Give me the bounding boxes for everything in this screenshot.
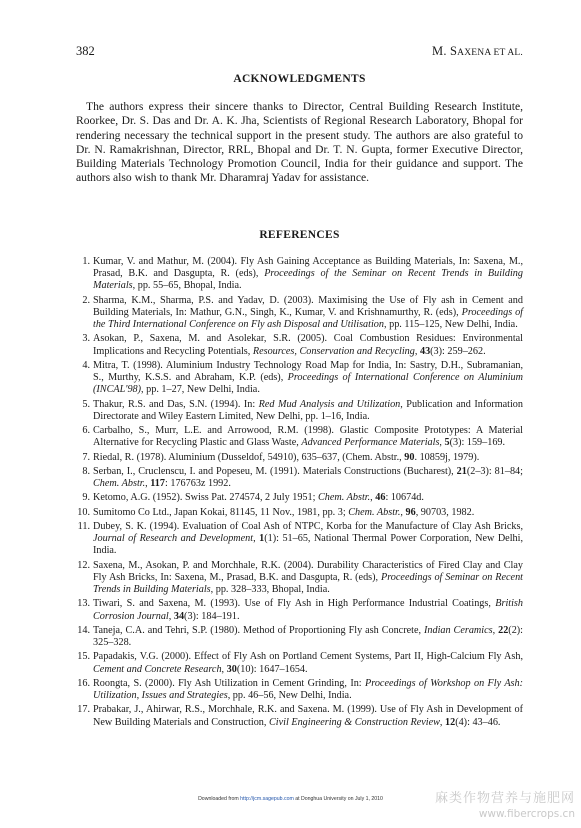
reference-text: (3): 159–169. xyxy=(449,437,506,449)
reference-text: Sumitomo Co Ltd., Japan Kokai, 81145, 11 Nov., 1981, pp. 3; xyxy=(93,506,349,518)
reference-text: (1): 51–65, National Thermal Power Corporation, New Delhi, India. xyxy=(93,533,524,557)
references-heading: REFERENCES xyxy=(259,229,340,241)
watermark-url: www.fibercrops.cn xyxy=(478,808,575,820)
reference-item xyxy=(76,560,523,597)
reference-text: (3): 259–262. xyxy=(430,345,486,357)
reference-text: , pp. 328–333, Bhopal, India. xyxy=(210,584,330,596)
reference-text: , xyxy=(168,610,174,622)
reference-number: 13 . xyxy=(76,598,90,610)
reference-text: (3): 184–191. xyxy=(184,610,240,622)
reference-volume: 1 xyxy=(259,533,265,545)
reference-text: Dubey, S. K. (1994). Evaluation of Coal Ash of NTPC, Korba for the Manufacture of Clay Ash Bricks, xyxy=(93,521,523,532)
reference-number: 3 . xyxy=(76,333,90,345)
reference-text: , 90703, 1982. xyxy=(415,506,475,518)
reference-source-title: Journal of Research and Development xyxy=(93,533,254,545)
reference-volume: 22 xyxy=(498,624,509,636)
acknowledgments-heading: ACKNOWLEDGMENTS xyxy=(233,73,366,85)
reference-item xyxy=(76,452,523,464)
reference-text: , xyxy=(253,533,260,545)
reference-number: 16 . xyxy=(76,678,90,690)
reference-item xyxy=(76,678,523,702)
acknowledgments-paragraph: The authors express their sincere thanks to Director, Central Building Research Institute, Roorkee, Dr. S. Das and Dr. A. K. Jha, Scientists of Regional Research Laboratory, Bhopal for rendering necessary the technical support in the present study. The authors are also grateful to Dr. N. Ramakrishnan, Director, RRL, Bhopal and Dr. T. N. Gupta, former Executive Director, Building Materials Technology Promotion Council, India for their guidance and support. The authors also wish to thank Mr. Dharamraj Yadav for assistance. xyxy=(76,100,523,185)
reference-text: , xyxy=(492,624,499,636)
reference-text: Mitra, T. (1998). Aluminium Industry Technology Road Map for India, In: Sastry, D.H., Subramanian, S., Murthy, K.S.S. and Abraham, K.P. (eds), xyxy=(93,359,523,384)
reference-item xyxy=(76,521,523,558)
reference-item xyxy=(76,507,523,519)
reference-source-title: Red Mud Analysis and Utilization xyxy=(258,398,401,410)
reference-text: , pp. 55–65, Bhopal, India. xyxy=(132,280,242,292)
page-number: 382 xyxy=(76,44,95,58)
reference-number: 10 . xyxy=(76,507,90,519)
reference-text: , pp. 1–27, New Delhi, India. xyxy=(141,384,260,396)
reference-text: (2–3): 81–84; xyxy=(466,465,523,477)
reference-item xyxy=(76,425,523,449)
reference-number: 17 . xyxy=(76,704,90,716)
reference-volume: 90 xyxy=(404,451,415,463)
reference-source-title: Indian Ceramics xyxy=(423,624,493,636)
reference-text: Tiwari, S. and Saxena, M. (1993). Use of Fly Ash in High Performance Industrial Coatings, xyxy=(93,598,496,610)
reference-item xyxy=(76,598,523,622)
reference-text: (10): 1647–1654. xyxy=(236,663,308,675)
reference-text: , xyxy=(414,345,420,357)
reference-item xyxy=(76,256,523,293)
reference-volume: 5 xyxy=(444,437,450,449)
reference-text: : 10674d. xyxy=(385,492,424,504)
reference-source-title: Proceedings of the Third International Conference on Fly ash Disposal and Utilisation xyxy=(93,306,523,331)
reference-number: 1 . xyxy=(76,256,90,268)
footer-link[interactable]: http://jcm.sagepub.com xyxy=(240,796,294,802)
reference-text: (2): 325–328. xyxy=(93,624,524,649)
reference-text: , pp. 115–125, New Delhi, India. xyxy=(384,319,518,331)
footer-suffix: at Donghua University on July 1, 2010 xyxy=(293,796,383,802)
reference-text: Papadakis, V.G. (2000). Effect of Fly Ash on Portland Cement Systems, Part II, High-Calcium Fly Ash, xyxy=(93,651,523,663)
reference-number: 14 . xyxy=(76,625,90,637)
reference-volume: 12 xyxy=(445,716,456,728)
reference-text: Taneja, C.A. and Tehri, S.P. (1980). Method of Proportioning Fly ash Concrete, xyxy=(93,624,424,636)
reference-volume: 96 xyxy=(405,506,416,518)
reference-item xyxy=(76,333,523,357)
reference-text: Kumar, V. and Mathur, M. (2004). Fly Ash Gaining Acceptance as Building Materials, In: Saxena, M., Prasad, B.K. and Dasgupta, R. (eds), xyxy=(93,256,523,280)
reference-text: Riedal, R. (1978). Aluminium (Dusseldof, 54910), 635–637, (Chem. Abstr., xyxy=(93,451,405,463)
reference-text: Serban, I., Cruclenscu, I. and Popeseu, M. (1991). Materials Constructions (Bucharest), xyxy=(93,465,457,477)
reference-source-title: British Corrosion Journal xyxy=(93,598,523,622)
reference-text: , xyxy=(439,716,445,728)
reference-volume: 34 xyxy=(173,610,185,622)
reference-item xyxy=(76,399,523,423)
reference-text: (4): 43–46. xyxy=(455,716,501,728)
reference-source-title: Cement and Concrete Research xyxy=(93,663,222,675)
reference-text: , xyxy=(370,492,376,504)
reference-list xyxy=(76,256,523,731)
reference-text: Carbalho, S., Murr, L.E. and Arrowood, R.M. (1998). Glastic Composite Prototypes: A Material Alternative for Recycling Plastic and Glass Waste, xyxy=(93,425,523,449)
reference-source-title: Proceedings of International Conference on Aluminium (INCAL'98) xyxy=(93,372,523,396)
reference-number: 15 . xyxy=(76,651,90,663)
reference-source-title: Advanced Performance Materials xyxy=(301,437,440,449)
reference-number: 7 . xyxy=(76,452,90,464)
reference-source-title: Chem. Abstr. xyxy=(348,506,401,518)
reference-text: Prabakar, J., Ahirwar, R.S., Morchhale, R.K. and Saxena. M. (1999). Use of Fly Ash in Development of New Building Materials and Construction, xyxy=(93,704,523,728)
reference-source-title: Proceedings of Seminar on Recent Trends in Building Materials xyxy=(93,571,523,596)
reference-text: Asokan, P., Saxena, M. and Asolekar, S.R. (2005). Coal Combustion Residues: Environmental Implications and Recycling Potentials, xyxy=(93,333,523,357)
reference-text: Thakur, R.S. and Das, S.N. (1994). In: xyxy=(93,398,259,410)
reference-source-title: Proceedings of Workshop on Fly Ash: Utilization, Issues and Strategies xyxy=(93,677,523,702)
reference-text: . 10859j, 1979). xyxy=(414,451,480,463)
reference-number: 12 . xyxy=(76,560,90,572)
reference-volume: 46 xyxy=(375,492,386,504)
running-head-initial: M. S xyxy=(432,44,458,58)
reference-volume: 117 xyxy=(150,478,165,490)
reference-number: 9 . xyxy=(76,492,90,504)
reference-volume: 43 xyxy=(419,345,431,357)
reference-text: Sharma, K.M., Sharma, P.S. and Yadav, D. (2003). Maximising the Use of Fly ash in Cement and Building Materials, In: Mathur, G.N., Singh, K., Kumar, V. and Krishnamurthy, R. (eds), xyxy=(93,294,523,318)
reference-number: 11 . xyxy=(76,521,90,533)
reference-source-title: Resources, Conservation and Recycling xyxy=(252,345,415,357)
running-head-small-caps: AXENA ET AL. xyxy=(457,48,523,58)
reference-item xyxy=(76,651,523,675)
reference-item xyxy=(76,360,523,397)
reference-text: , xyxy=(439,437,445,449)
reference-source-title: Chem. Abstr. xyxy=(93,478,146,490)
reference-item xyxy=(76,295,523,332)
page-header xyxy=(76,44,523,60)
reference-item xyxy=(76,704,523,728)
reference-text: Roongta, S. (2000). Fly Ash Utilization in Cement Grinding, In: xyxy=(93,677,366,689)
reference-text: , pp. 46–56, New Delhi, India. xyxy=(227,690,352,702)
watermark-chinese-text: 麻类作物营养与施肥网 xyxy=(434,791,575,806)
reference-text: , Publication and Information Directorate and Wiley Eastern Limited, New Delhi, pp. 1–16, India. xyxy=(93,398,523,422)
running-head xyxy=(432,44,523,59)
reference-volume: 30 xyxy=(226,663,237,675)
site-watermark xyxy=(435,787,575,820)
reference-number: 2 . xyxy=(76,295,90,307)
reference-item xyxy=(76,492,523,504)
reference-text: Saxena, M., Asokan, P. and Morchhale, R.K. (2004). Durability Characteristics of Fired Clay and Clay Fly Ash Bricks, In: Saxena, M., Prasad, B.K. and Dasgupta, R. (eds), xyxy=(93,559,523,583)
reference-text: , xyxy=(221,663,227,675)
reference-source-title: Civil Engineering & Construction Review xyxy=(269,716,440,728)
reference-item xyxy=(76,466,523,490)
footer-prefix: Downloaded from xyxy=(198,796,241,802)
reference-volume: 21 xyxy=(456,465,467,477)
reference-text: , xyxy=(145,478,151,490)
reference-number: 5 . xyxy=(76,399,90,411)
reference-source-title: Chem. Abstr. xyxy=(317,492,371,504)
reference-number: 4 . xyxy=(76,360,90,372)
reference-number: 8 . xyxy=(76,466,90,478)
reference-text: , xyxy=(400,506,406,518)
reference-source-title: Proceedings of the Seminar on Recent Trends in Building Materials xyxy=(93,268,523,292)
reference-number: 6 . xyxy=(76,425,90,437)
reference-item xyxy=(76,625,523,649)
reference-text: Ketomo, A.G. (1952). Swiss Pat. 274574, 2 July 1951; xyxy=(93,492,318,504)
reference-text: : 176763z 1992. xyxy=(164,478,231,490)
